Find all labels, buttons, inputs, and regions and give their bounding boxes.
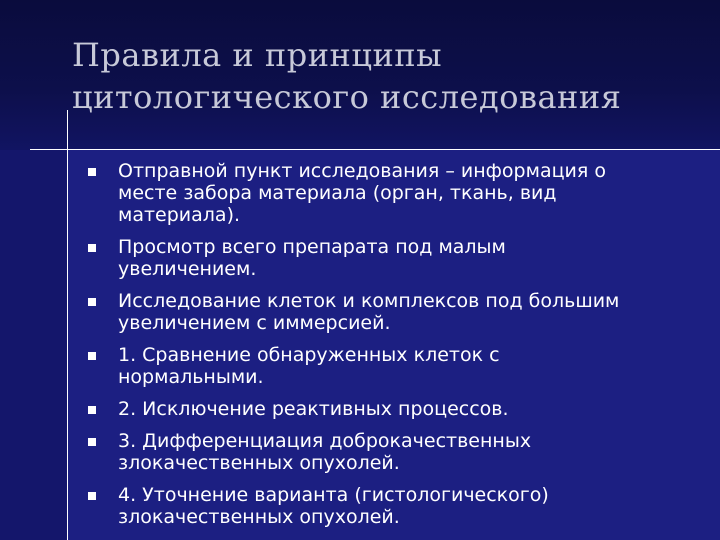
bullet-text: 4. Уточнение варианта (гистологического) злокачественных опухолей.: [118, 484, 549, 528]
bullet-item: [88, 160, 688, 226]
slide-title: [72, 34, 702, 118]
bullet-text: 1. Сравнение обнаруженных клеток с нормальными.: [118, 344, 500, 388]
bullet-list: [88, 160, 688, 528]
square-bullet-icon: [88, 492, 96, 500]
square-bullet-icon: [88, 438, 96, 446]
bullet-item: [88, 290, 688, 334]
slide-title-line-1: Правила и принципы: [72, 36, 443, 74]
slide-title-line-2: цитологического исследования: [72, 78, 622, 116]
bullet-item: [88, 484, 688, 528]
bullet-text: Отправной пункт исследования – информация о месте забора материала (орган, ткань, вид материала).: [118, 160, 606, 226]
bullet-text: Просмотр всего препарата под малым увеличением.: [118, 236, 506, 280]
bullet-item: [88, 236, 688, 280]
horizontal-divider-line: [30, 149, 720, 150]
bullet-text: 3. Дифференциация доброкачественных злокачественных опухолей.: [118, 430, 532, 474]
bullet-item: [88, 344, 688, 388]
square-bullet-icon: [88, 244, 96, 252]
bullet-item: [88, 430, 688, 474]
square-bullet-icon: [88, 298, 96, 306]
bullet-text: 2. Исключение реактивных процессов.: [118, 398, 509, 420]
square-bullet-icon: [88, 352, 96, 360]
square-bullet-icon: [88, 168, 96, 176]
bullet-text: Исследование клеток и комплексов под большим увеличением с иммерсией.: [118, 290, 620, 334]
bullet-item: [88, 398, 688, 420]
vertical-divider-line: [67, 110, 68, 540]
square-bullet-icon: [88, 406, 96, 414]
